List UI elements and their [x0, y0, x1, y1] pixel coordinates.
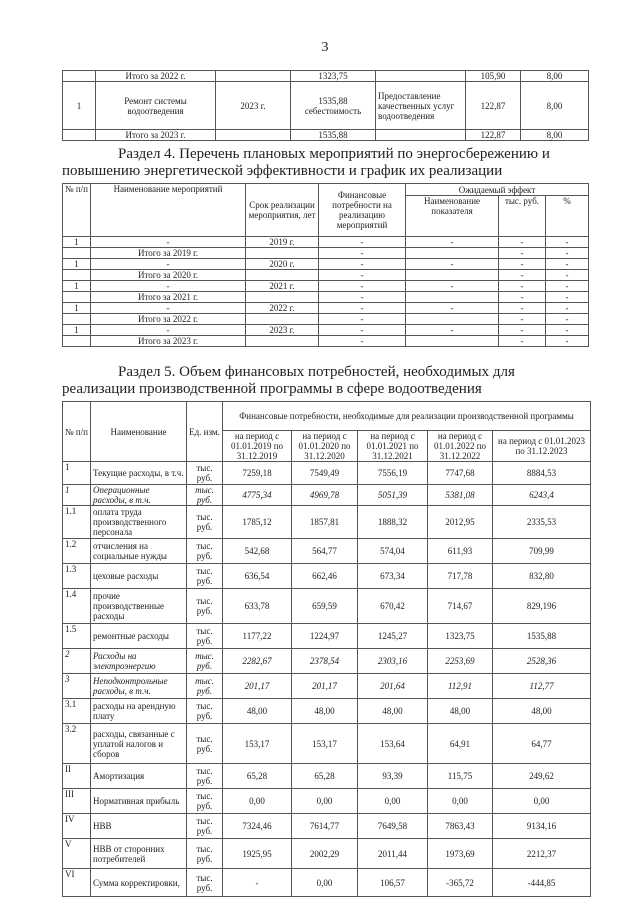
cell-thousand-rub: -: [499, 270, 546, 281]
cell-percent: -: [546, 325, 589, 336]
cell-value: 1857,81: [292, 506, 358, 539]
cell-num: II: [63, 764, 91, 789]
header-period: на период с 01.01.2022 по 31.12.2022: [428, 431, 493, 462]
cell-value: 662,46: [292, 564, 358, 589]
cell-cost: -: [319, 259, 406, 270]
cell-value: 670,42: [358, 589, 428, 624]
cell-effect: [406, 292, 499, 303]
cell-num: 1.3: [63, 564, 91, 589]
cell-year: 2021 г.: [246, 281, 319, 292]
section4-heading-line2: повышению энергетической эффективности и график их реализации: [62, 163, 503, 179]
cell-unit: тыс. руб.: [187, 789, 223, 814]
cell-name: Итого за 2021 г.: [91, 292, 246, 303]
cell-value: 633,78: [223, 589, 292, 624]
cell-name: -: [91, 237, 246, 248]
cell-value: 153,17: [292, 724, 358, 764]
cell-effect: -: [406, 237, 499, 248]
cell-value: 4969,78: [292, 485, 358, 506]
header-period: на период с 01.01.2019 по 31.12.2019: [223, 431, 292, 462]
cell-effect: Предоставление качественных услуг водоотведения: [376, 82, 466, 130]
cell-num: VI: [63, 869, 91, 897]
cell-thousand-rub: 122,87: [466, 82, 521, 130]
cell-num: 1.4: [63, 589, 91, 624]
table-row: [63, 764, 591, 789]
table-row: [63, 71, 589, 82]
cell-value: 201,17: [223, 674, 292, 699]
cell-thousand-rub: -: [499, 325, 546, 336]
cell-num: [63, 314, 91, 325]
header-name: Наименование мероприятий: [91, 184, 246, 237]
table-row: [63, 506, 591, 539]
table-row: [63, 589, 591, 624]
cell-value: 2253,69: [428, 649, 493, 674]
cell-num: [63, 248, 91, 259]
cell-value: 1323,75: [428, 624, 493, 649]
cell-num: [63, 71, 96, 82]
cell-value: 1245,27: [358, 624, 428, 649]
cell-value: 201,64: [358, 674, 428, 699]
cell-unit: тыс. руб.: [187, 869, 223, 897]
cell-value: 2012,95: [428, 506, 493, 539]
cell-year: [246, 314, 319, 325]
cell-name: Ремонт системы водоотведения: [96, 82, 216, 130]
cell-cost: -: [319, 292, 406, 303]
cell-thousand-rub: -: [499, 237, 546, 248]
table-row: [63, 130, 589, 141]
cell-num: IV: [63, 814, 91, 839]
cell-value: 2335,53: [493, 506, 591, 539]
cell-unit: тыс. руб.: [187, 539, 223, 564]
cell-name: НВВ: [91, 814, 187, 839]
cell-name: -: [91, 303, 246, 314]
cell-percent: -: [546, 248, 589, 259]
cell-value: 574,04: [358, 539, 428, 564]
cell-num: 1: [63, 325, 91, 336]
cell-value: 2212,37: [493, 839, 591, 869]
cell-value: 636,54: [223, 564, 292, 589]
cell-effect: -: [406, 303, 499, 314]
table-row: [63, 237, 589, 248]
cell-value: 112,77: [493, 674, 591, 699]
cell-num: 1: [63, 281, 91, 292]
cell-value: 564,77: [292, 539, 358, 564]
table-row: [63, 649, 591, 674]
section5-heading-line1: Раздел 5. Объем финансовых потребностей, необходимых для: [118, 364, 515, 380]
cell-value: 611,93: [428, 539, 493, 564]
cell-name: оплата труда производственного персонала: [91, 506, 187, 539]
cell-num: 1.2: [63, 539, 91, 564]
cell-name: Итого за 2020 г.: [91, 270, 246, 281]
cell-year: [246, 270, 319, 281]
cell-num: 1: [63, 303, 91, 314]
cell-value: 115,75: [428, 764, 493, 789]
cell-num: 2: [63, 649, 91, 674]
cell-unit: тыс. руб.: [187, 814, 223, 839]
cell-cost: -: [319, 281, 406, 292]
cell-name: Итого за 2022 г.: [96, 71, 216, 82]
cell-value: 65,28: [292, 764, 358, 789]
cell-value: 1785,12: [223, 506, 292, 539]
cell-name: Нормативная прибыль: [91, 789, 187, 814]
header-thousand-rub: тыс. руб.: [499, 196, 546, 237]
cell-value: 6243,4: [493, 485, 591, 506]
cell-value: 7549,49: [292, 462, 358, 485]
table-row: [63, 724, 591, 764]
cell-percent: 8,00: [521, 130, 589, 141]
table-row: [63, 485, 591, 506]
cell-value: 1535,88: [493, 624, 591, 649]
cell-unit: тыс. руб.: [187, 724, 223, 764]
cell-value: 2528,36: [493, 649, 591, 674]
cell-num: [63, 270, 91, 281]
cell-percent: -: [546, 336, 589, 347]
cell-value: 7649,58: [358, 814, 428, 839]
cell-thousand-rub: 122,87: [466, 130, 521, 141]
cell-name: Итого за 2019 г.: [91, 248, 246, 259]
cell-unit: тыс. руб.: [187, 839, 223, 869]
section5-heading: [62, 364, 588, 398]
cell-year: [246, 336, 319, 347]
cell-value: 7259,18: [223, 462, 292, 485]
cell-effect: -: [406, 259, 499, 270]
cell-percent: -: [546, 270, 589, 281]
cell-thousand-rub: -: [499, 292, 546, 303]
cell-value: 0,00: [493, 789, 591, 814]
cell-value: 7747,68: [428, 462, 493, 485]
cell-unit: тыс. руб.: [187, 624, 223, 649]
cell-name: НВВ от сторонних потребителей: [91, 839, 187, 869]
spacer: [62, 347, 588, 359]
cell-effect: -: [406, 281, 499, 292]
cell-percent: 8,00: [521, 82, 589, 130]
financial-needs-table: [62, 401, 591, 897]
cell-value: 65,28: [223, 764, 292, 789]
cell-value: 48,00: [292, 699, 358, 724]
cell-value: 48,00: [428, 699, 493, 724]
table-row: [63, 462, 591, 485]
cell-value: 2378,54: [292, 649, 358, 674]
cell-value: -: [223, 869, 292, 897]
cell-unit: тыс. руб.: [187, 764, 223, 789]
cell-value: 542,68: [223, 539, 292, 564]
cell-cost: 1323,75: [291, 71, 376, 82]
cell-value: 1973,69: [428, 839, 493, 869]
cell-unit: тыс. руб.: [187, 485, 223, 506]
cell-name: расходы на арендную плату: [91, 699, 187, 724]
cell-thousand-rub: -: [499, 314, 546, 325]
header-finance: Финансовые потребности на реализацию мероприятий: [319, 184, 406, 237]
cell-value: 153,17: [223, 724, 292, 764]
cell-percent: -: [546, 281, 589, 292]
cell-num: 1: [63, 82, 96, 130]
table-row: [63, 814, 591, 839]
cell-value: 829,196: [493, 589, 591, 624]
table-row: [63, 248, 589, 259]
cell-value: -444,85: [493, 869, 591, 897]
cell-num: [63, 336, 91, 347]
cell-cost: -: [319, 237, 406, 248]
cell-num: 3.1: [63, 699, 91, 724]
cell-thousand-rub: -: [499, 303, 546, 314]
cell-effect: [376, 71, 466, 82]
table-row: [63, 314, 589, 325]
cell-year: [246, 248, 319, 259]
cell-value: 1177,22: [223, 624, 292, 649]
table-row: [63, 303, 589, 314]
cell-value: 2303,16: [358, 649, 428, 674]
cell-value: 714,67: [428, 589, 493, 624]
cell-name: Итого за 2023 г.: [91, 336, 246, 347]
cell-num: 1: [63, 462, 91, 485]
cell-unit: тыс. руб.: [187, 564, 223, 589]
header-period: на период с 01.01.2020 по 31.12.2020: [292, 431, 358, 462]
cell-num: 1: [63, 259, 91, 270]
cell-num: 1: [63, 237, 91, 248]
cell-percent: -: [546, 303, 589, 314]
cell-value: 2011,44: [358, 839, 428, 869]
cell-value: 112,91: [428, 674, 493, 699]
cell-value: 717,78: [428, 564, 493, 589]
cell-name: Амортизация: [91, 764, 187, 789]
cell-value: 48,00: [358, 699, 428, 724]
header-num: № п/п: [63, 184, 91, 237]
cell-year: 2022 г.: [246, 303, 319, 314]
header-indicator: Наименование показателя: [406, 196, 499, 237]
cell-year: [216, 130, 291, 141]
header-group: Финансовые потребности, необходимые для реализации производственной программы: [223, 402, 591, 431]
cell-value: 1925,95: [223, 839, 292, 869]
cell-percent: -: [546, 292, 589, 303]
cell-cost: -: [319, 314, 406, 325]
table-row: [63, 281, 589, 292]
section5-heading-line2: реализации производственной программы в сфере водоотведения: [62, 381, 482, 397]
cell-thousand-rub: -: [499, 281, 546, 292]
cell-percent: -: [546, 237, 589, 248]
header-unit: Ед. изм.: [187, 402, 223, 462]
cell-year: 2023 г.: [246, 325, 319, 336]
cell-value: 64,77: [493, 724, 591, 764]
activities-table-continuation: [62, 70, 589, 141]
cell-unit: тыс. руб.: [187, 674, 223, 699]
cell-value: 9134,16: [493, 814, 591, 839]
cell-name: ремонтные расходы: [91, 624, 187, 649]
cell-cost: 1535,88: [291, 130, 376, 141]
cell-value: 64,91: [428, 724, 493, 764]
cell-unit: тыс. руб.: [187, 649, 223, 674]
table-row: [63, 292, 589, 303]
cell-value: 5051,39: [358, 485, 428, 506]
cell-cost: -: [319, 325, 406, 336]
cell-value: 0,00: [358, 789, 428, 814]
cell-year: [246, 292, 319, 303]
cell-name: Сумма корректировки,: [91, 869, 187, 897]
cell-value: 249,62: [493, 764, 591, 789]
table-row: [63, 869, 591, 897]
cell-value: 1224,97: [292, 624, 358, 649]
cell-name: Расходы на электроэнергию: [91, 649, 187, 674]
cell-unit: тыс. руб.: [187, 462, 223, 485]
header-effect: Ожидаемый эффект: [406, 184, 589, 196]
header-num: № п/п: [63, 402, 91, 462]
cell-effect: [406, 248, 499, 259]
table-row: [63, 699, 591, 724]
cell-name: Итого за 2022 г.: [91, 314, 246, 325]
cell-percent: 8,00: [521, 71, 589, 82]
cell-year: [216, 71, 291, 82]
cell-name: Операционные расходы, в т.ч.: [91, 485, 187, 506]
cell-effect: [406, 270, 499, 281]
cell-name: расходы, связанные с уплатой налогов и сборов: [91, 724, 187, 764]
cell-name: Текущие расходы, в т.ч.: [91, 462, 187, 485]
table-row: [63, 674, 591, 699]
cell-num: III: [63, 789, 91, 814]
cell-year: 2023 г.: [216, 82, 291, 130]
cell-value: 0,00: [223, 789, 292, 814]
cell-value: 659,59: [292, 589, 358, 624]
table-row: [63, 564, 591, 589]
cell-percent: -: [546, 314, 589, 325]
cell-thousand-rub: -: [499, 336, 546, 347]
cell-value: 93,39: [358, 764, 428, 789]
cell-value: 201,17: [292, 674, 358, 699]
cell-value: 2002,29: [292, 839, 358, 869]
table-row: [63, 624, 591, 649]
cell-unit: тыс. руб.: [187, 589, 223, 624]
page-number: 3: [321, 40, 329, 55]
cell-value: 153,64: [358, 724, 428, 764]
cell-effect: [406, 336, 499, 347]
cell-value: 106,57: [358, 869, 428, 897]
cell-year: 2020 г.: [246, 259, 319, 270]
cell-value: 7614,77: [292, 814, 358, 839]
cell-cost: -: [319, 303, 406, 314]
cell-effect: [406, 314, 499, 325]
table-row: [63, 270, 589, 281]
header-percent: %: [546, 196, 589, 237]
cell-name: Неподконтрольные расходы, в т.ч.: [91, 674, 187, 699]
cell-unit: тыс. руб.: [187, 506, 223, 539]
header-period: на период с 01.01.2021 по 31.12.2021: [358, 431, 428, 462]
cell-num: V: [63, 839, 91, 869]
cell-cost: -: [319, 336, 406, 347]
table-row: [63, 325, 589, 336]
cell-cost: -: [319, 270, 406, 281]
cell-cost: -: [319, 248, 406, 259]
cell-value: 7324,46: [223, 814, 292, 839]
cell-value: 673,34: [358, 564, 428, 589]
table-row: [63, 259, 589, 270]
cell-value: 0,00: [292, 869, 358, 897]
cell-name: цеховые расходы: [91, 564, 187, 589]
section4-heading: [62, 146, 588, 180]
cell-value: 0,00: [428, 789, 493, 814]
header-period: на период с 01.01.2023 по 31.12.2023: [493, 431, 591, 462]
cell-value: 7863,43: [428, 814, 493, 839]
cell-num: 1.1: [63, 506, 91, 539]
cell-value: 48,00: [223, 699, 292, 724]
cell-cost: 1535,88 себестоимость: [291, 82, 376, 130]
cell-value: 0,00: [292, 789, 358, 814]
cell-value: 4775,34: [223, 485, 292, 506]
cell-name: прочие производственные расходы: [91, 589, 187, 624]
cell-percent: -: [546, 259, 589, 270]
table-row: [63, 789, 591, 814]
cell-value: 48,00: [493, 699, 591, 724]
cell-value: 5381,08: [428, 485, 493, 506]
energy-saving-table: [62, 183, 589, 347]
cell-value: 709,99: [493, 539, 591, 564]
cell-value: 1888,32: [358, 506, 428, 539]
table-row: [63, 82, 589, 130]
header-term: Срок реализации мероприятия, лет: [246, 184, 319, 237]
cell-value: -365,72: [428, 869, 493, 897]
cell-num: [63, 292, 91, 303]
cell-name: -: [91, 281, 246, 292]
cell-value: 832,80: [493, 564, 591, 589]
cell-num: 3.2: [63, 724, 91, 764]
cell-num: 1.5: [63, 624, 91, 649]
table-row: [63, 839, 591, 869]
cell-thousand-rub: 105,90: [466, 71, 521, 82]
cell-name: -: [91, 325, 246, 336]
cell-thousand-rub: -: [499, 259, 546, 270]
table-row: [63, 336, 589, 347]
cell-name: Итого за 2023 г.: [96, 130, 216, 141]
cell-year: 2019 г.: [246, 237, 319, 248]
header-name: Наименование: [91, 402, 187, 462]
cell-name: отчисления на социальные нужды: [91, 539, 187, 564]
cell-num: 1: [63, 485, 91, 506]
cell-value: 8884,53: [493, 462, 591, 485]
cell-num: [63, 130, 96, 141]
cell-value: 2282,67: [223, 649, 292, 674]
cell-name: -: [91, 259, 246, 270]
cell-unit: тыс. руб.: [187, 699, 223, 724]
cell-value: 7556,19: [358, 462, 428, 485]
table-row: [63, 539, 591, 564]
section4-heading-line1: Раздел 4. Перечень плановых мероприятий по энергосбережению и: [118, 146, 550, 162]
cell-effect: [376, 130, 466, 141]
cell-effect: -: [406, 325, 499, 336]
cell-num: 3: [63, 674, 91, 699]
cell-thousand-rub: -: [499, 248, 546, 259]
